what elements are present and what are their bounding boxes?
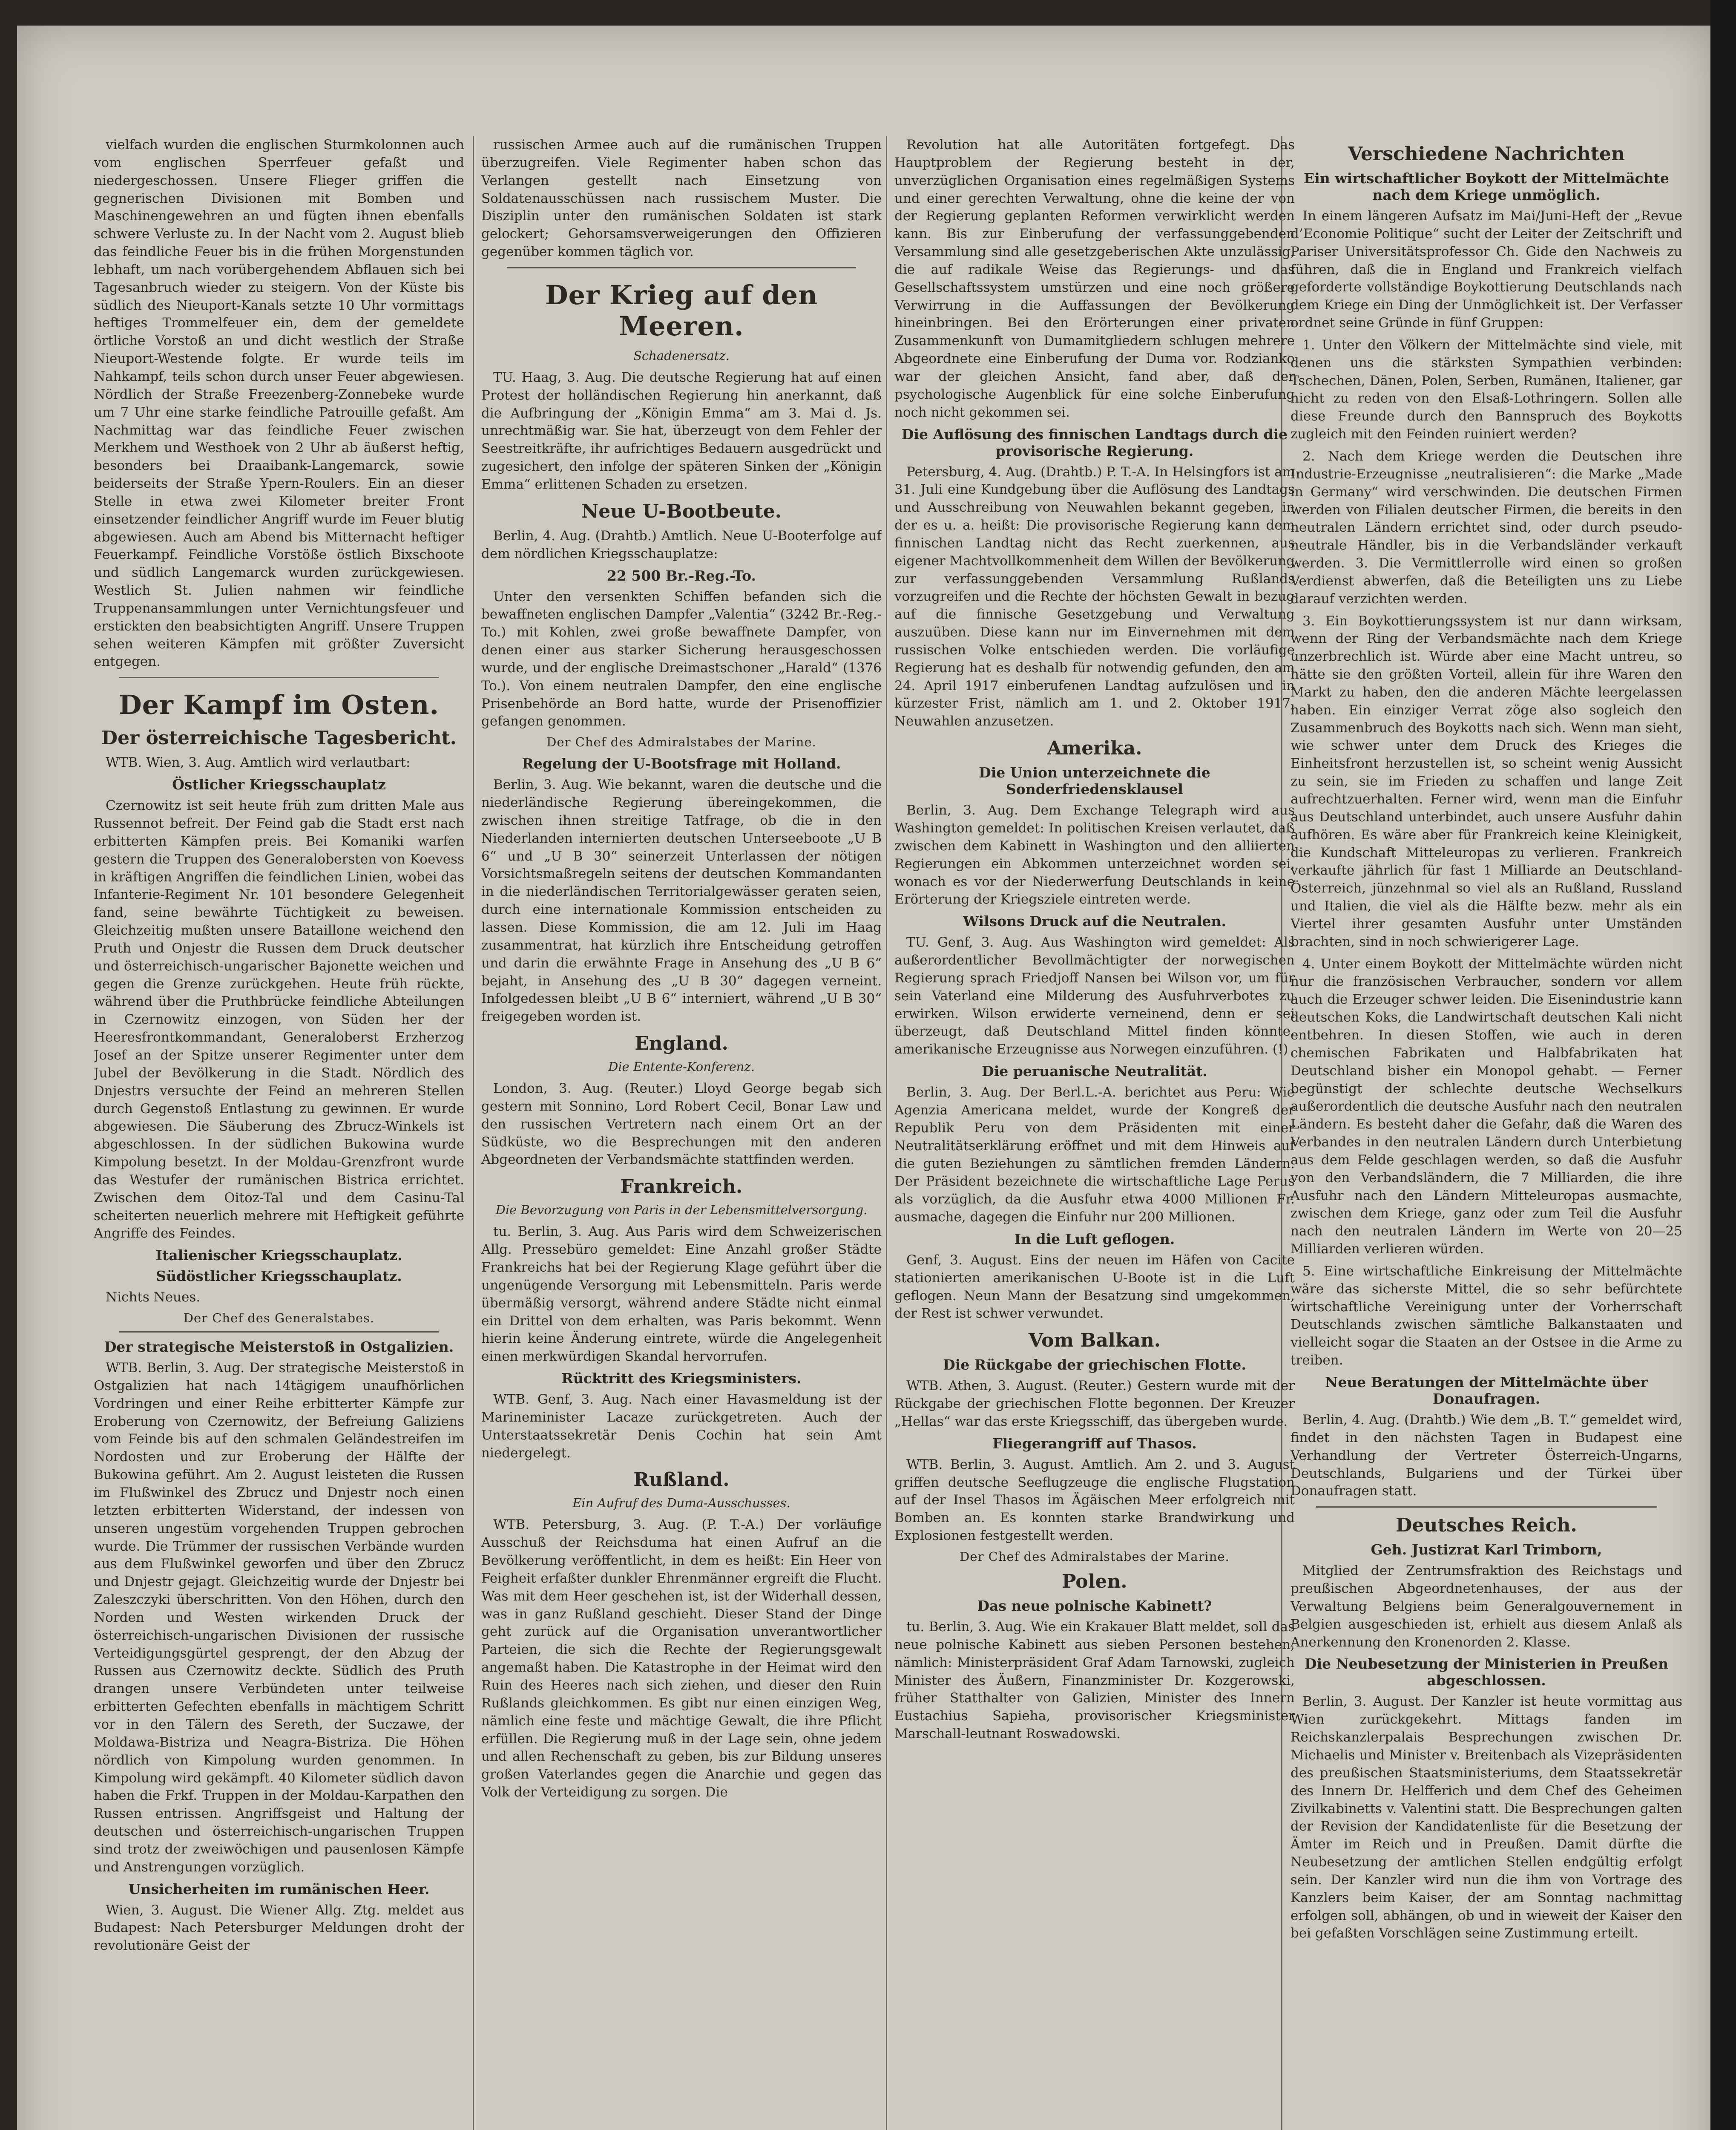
separator <box>119 677 439 678</box>
section-heading-reich: Deutsches Reich. <box>1396 1514 1577 1537</box>
article-text: Genf, 3. August. Eins der neuen im Häfen von Cacite stationierten amerikanischen U-Boote ist in die Luft geflogen. Neun Mann der Besatzung sind umgekommen, der Rest ist schwer verwundet. <box>894 1252 1295 1321</box>
sub-heading: Rücktritt des Kriegsministers. <box>561 1370 802 1387</box>
article-text: TU. Haag, 3. Aug. Die deutsche Regierung hat auf einen Protest der holländischen Regierung hin anerkannt, daß die Aufbringung der „Königin Emma“ am 3. Mai d. Js. unrechtmäßig war. Sie hat, überzeugt von dem Fehler der Seestreitkräfte, ihr aufrichtiges Bedauern ausgedrückt und zugesichert, den infolge der späteren Sinken der „Königin Emma“ erlittenen Schaden zu ersetzen. <box>481 369 882 492</box>
separator <box>119 1331 439 1333</box>
sub-heading: Östlicher Kriegsschauplatz <box>172 776 386 793</box>
section-heading-balkan: Vom Balkan. <box>1028 1330 1161 1352</box>
article-text: Berlin, 3. Aug. Dem Exchange Telegraph wird aus Washington gemeldet: In politischen Kreisen verlautet, daß zwischen dem Kabinett in Washington und den alliierten Regierungen ein Abkommen unterzeichnet worden sei, wonach es vor der Niederwerfung Deutschlands in keine Erörterung der Kriegsziele eintreten werde. <box>894 803 1295 907</box>
sub-heading: Geh. Justizrat Karl Trimborn, <box>1371 1541 1602 1558</box>
sub-heading: Unsicherheiten im rumänischen Heer. <box>128 1880 430 1897</box>
article-text: London, 3. Aug. (Reuter.) Lloyd George begab sich gestern mit Sonnino, Lord Robert Cecil, Bonar Law und den russischen Vertretern nach einem Ort an der Südküste, wo die Besprechungen mit den anderen Abgeordneten der Verbandsmächte stattfinden werden. <box>481 1081 882 1168</box>
column-2 <box>481 136 882 2130</box>
scan-edge <box>1710 0 1736 2130</box>
sub-heading: Die Rückgabe der griechischen Flotte. <box>943 1356 1246 1373</box>
sub-heading: Die peruanische Neutralität. <box>982 1063 1207 1080</box>
section-heading-amerika: Amerika. <box>1047 737 1142 760</box>
article-text: TU. Genf, 3. Aug. Aus Washington wird gemeldet: Als außerordentlicher Bevollmächtigter der norwegischen Regierung sprach Friedjoff Nansen bei Wilson vor, um für sein Vaterland eine Milderung des Ausfuhrverbotes zu erwirken. Wilson erwiderte verneinend, denn er sei überzeugt, daß Deutschland Mittel finden könnte, amerikanische Erzeugnisse aus Norwegen einzuführen. (!) <box>894 935 1295 1057</box>
article-text: Revolution hat alle Autoritäten fortgefegt. Das Hauptproblem der Regierung besteht in der, unverzüglichen Organisation eines regelmäßigen Systems und einer gerechten Verwaltung, ohne die keine der von der Regierung geplanten Reformen verwirklicht werden kann. Bis zur Einberufung der verfassunggebenden Versammlung sind alle gesetzgeberischen Akte unzulässig, die auf radikale Weise das Regierungs- und das Gesellschaftssystem umstürzen und eine noch größere Verwirrung in die Auffassungen der Bevölkerung hineinbringen. Bei den Erörterungen einer privaten Zusammenkunft von Dumamitgliedern schlugen mehrere Abgeordnete eine Einberufung der Duma vor. Rodzianko war der gleichen Ansicht, fand aber, daß der psychologische Augenblick für eine solche Einberufung noch nicht gekommen sei. <box>894 137 1295 420</box>
article-text: WTB. Athen, 3. August. (Reuter.) Gestern wurde mit der Rückgabe der griechischen Flotte begonnen. Der Kreuzer „Hellas“ war das erste Kriegsschiff, das übergeben wurde. <box>894 1378 1295 1429</box>
article-text: Unter den versenkten Schiffen befanden sich die bewaffneten englischen Dampfer „Valentia“ (3242 Br.-Reg.-To.) mit Kohlen, zwei große bewaffnete Dampfer, von denen einer aus starker Sicherung herausgeschossen wurde, und der englische Dreimastschoner „Harald“ (1376 To.). Von einem neutralen Dampfer, den eine englische Prisenbehörde an Bord hatte, wurde der Prisenoffizier gefangen genommen. <box>481 589 882 729</box>
newspaper-page <box>17 26 1712 2130</box>
article-heading: Neue U-Bootbeute. <box>581 500 782 522</box>
article-text: Czernowitz ist seit heute früh zum dritten Male aus Russennot befreit. Der Feind gab die Stadt erst nach erbitterten Kämpfen preis. Bei Komaniki warfen gestern die Truppen des Generalobersten von Koevess in kräftigen Angriffen die feindlichen Linien, wobei das Infanterie-Regiment Nr. 101 besondere Gelegenheit fand, seine bewährte Tüchtigkeit zu beweisen. Gleichzeitig mußten unsere Bataillone weichend den Pruth und Onjestr die Russen dem Druck deutscher und österreichisch-ungarischer Bajonette weichen und gegen die Grenze zurückgehen. Heute früh rückte, während über die Pruthbrücke feindliche Abteilungen in Czernowitz einzogen, von Süden her der Heeresfrontkommandant, Generaloberst Erzherzog Josef an der Spitze unserer Regimenter unter dem Jubel der Bevölkerung in die Stadt. Nördlich des Dnjestrs versuchte der Feind an mehreren Stellen durch Gegenstoß Entlastung zu gewinnen. Er wurde abgewiesen. Die Säuberung des Zbrucz-Winkels ist abgeschlossen. In der südlichen Bukowina wurde Kimpolung besetzt. In der Moldau-Grenzfront wurde das Westufer der rumänischen Bistrica errichtet. Zwischen dem Oitoz-Tal und dem Casinu-Tal scheiterten neuerlich mehrere mit Heftigkeit geführte Angriffe des Feindes. <box>94 798 464 1241</box>
section-heading-polen: Polen. <box>1062 1571 1127 1592</box>
sub-heading: Ein wirtschaftlicher Boykott der Mittelmächte nach dem Kriege unmöglich. <box>1304 170 1669 203</box>
article-text: tu. Berlin, 3. Aug. Aus Paris wird dem Schweizerischen Allg. Pressebüro gemeldet: Eine Anzahl großer Städte Frankreichs hat bei der Regierung Klage geführt über die ungenügende Versorgung mit Lebensmitteln. Paris werde übermäßig versorgt, während andere Städte nicht einmal ein Drittel von dem erhalten, was Paris bekommt. Wenn hierin keine Änderung eintrete, würde die Angelegenheit einen merkwürdigen Skandal hervorrufen. <box>481 1224 882 1364</box>
article-text: Petersburg, 4. Aug. (Drahtb.) P. T.-A. In Helsingfors ist am 31. Juli eine Kundgebung über die Auflösung des Landtags und Ausschreibung von Neuwahlen bekannt gegeben, in der es u. a. heißt: Die provisorische Regierung kann dem finnischen Landtag nicht das Recht zuerkennen, aus eigener Machtvollkommenheit dem Willen der Bevölkerung zur verfassunggebenden Versammlung Rußlands vorzugreifen und die Rechte der höchsten Gewalt in bezug auf die finnische Gesetzgebung und Verwaltung auszuüben. Diese kann nur im Einvernehmen mit dem russischen Volke entschieden werden. Die vorläufige Regierung hat es deshalb für notwendig gefunden, den am 24. April 1917 einberufenen Landtag aufzulösen und in kürzester Frist, nämlich am 1. und 2. Oktober 1917, Neuwahlen anzusetzen. <box>894 464 1295 729</box>
sub-heading: Regelung der U-Bootsfrage mit Holland. <box>522 755 841 772</box>
signature-line: Der Chef des Admiralstabes der Marine. <box>960 1549 1230 1564</box>
column-rule <box>886 136 887 2130</box>
article-text: WTB. Genf, 3. Aug. Nach einer Havasmeldung ist der Marineminister Lacaze zurückgetreten. Auch der Unterstaatssekretär Denis Cochin hat sein Amt niedergelegt. <box>481 1392 882 1461</box>
article-text: Berlin, 3. Aug. Wie bekannt, waren die deutsche und die niederländische Regierung übereingekommen, die zwischen ihnen streitige Tatfrage, ob die in den Niederlanden internierten deutschen Unterseeboote „U B 6“ und „U B 30“ seinerzeit Unterlassen der nötigen Vorsichtsmaßregeln seitens der deutschen Kommandanten in die niederländischen Territorialgewässer geraten seien, durch eine internationale Kommission entscheiden zu lassen. Diese Kommission, die am 12. Juli im Haag zusammentrat, hat kürzlich ihre Entscheidung getroffen und darin die erwähnte Frage in Ansehung des „U B 6“ bejaht, in Ansehung des „U B 30“ dagegen verneint. Infolgedessen bleibt „U B 6“ interniert, während „U B 30“ freigegeben worden ist. <box>481 777 882 1025</box>
sub-heading: Südöstlicher Kriegsschauplatz. <box>156 1268 402 1285</box>
article-text: Berlin, 4. Aug. (Drahtb.) Wie dem „B. T.“ gemeldet wird, findet in den nächsten Tagen in Budapest eine Verhandlung der Vertreter Österreich-Ungarns, Deutschlands, Bulgariens und der Türkei über Donaufragen statt. <box>1291 1412 1682 1499</box>
article-heading: Der österreichische Tagesbericht. <box>101 727 457 749</box>
article-text: Berlin, 3. August. Der Kanzler ist heute vormittag aus Wien zurückgekehrt. Mittags fanden im Reichskanzlerpalais Besprechungen zwischen Dr. Michaelis und Minister v. Breitenbach als Vizepräsidenten des preußischen Staatsministeriums, dem Staatssekretär des Innern Dr. Helfferich und dem Chef des Geheimen Zivilkabinetts v. Valentini statt. Die Besprechungen galten der Revision der Kandidatenliste für die Besetzung der Ämter im Reich und in Preußen. Damit dürfte die Neubesetzung der amtlichen Stellen endgültig erfolgt sein. Der Kanzler wird nun die ihm von Vortrage des Kanzlers beim Kaiser, der am Sonntag nachmittag erfolgen soll, abhängen, ob und in wieweit der Kaiser den bei gefaßten Vorschlägen seine Zustimmung erteilt. <box>1291 1694 1682 1941</box>
article-text: Berlin, 3. Aug. Der Berl.L.-A. berichtet aus Peru: Wie Agenzia Americana meldet, wurde der Kongreß der Republik Peru von dem Präsidenten mit einer Neutralitätserklärung eröffnet und mit dem Hinweis auf die guten Beziehungen zu sämtlichen fremden Ländern. Der Präsident bezeichnete die wirtschaftliche Lage Perus als vorzüglich, da die Ausfuhr etwa 4000 Millionen Fr. ausmache, dagegen die Einfuhr nur 200 Millionen. <box>894 1085 1295 1225</box>
sub-heading: Die Entente-Konferenz. <box>608 1059 755 1074</box>
separator <box>1316 1506 1657 1508</box>
section-heading-verschiedenes: Verschiedene Nachrichten <box>1348 143 1625 165</box>
sub-heading: Fliegerangriff auf Thasos. <box>992 1435 1197 1452</box>
section-heading-russland: Rußland. <box>633 1469 730 1491</box>
article-text: WTB. Berlin, 3. August. Amtlich. Am 2. und 3. August griffen deutsche Seeflugzeuge die englische Flugstation auf der Insel Thasos im Ägäischen Meer erfolgreich mit Bomben an. Es konnten starke Brandwirkung und Explosionen festgestellt werden. <box>894 1456 1295 1544</box>
section-heading-frankreich: Frankreich. <box>620 1176 743 1198</box>
sub-heading: Italienischer Kriegsschauplatz. <box>155 1247 402 1264</box>
article-text: Wien, 3. August. Die Wiener Allg. Ztg. meldet aus Budapest: Nach Petersburger Meldungen droht der revolutionäre Geist der <box>94 1902 464 1954</box>
sub-heading: In die Luft geflogen. <box>1014 1230 1175 1247</box>
tonnage-figure: 22 500 Br.-Reg.-To. <box>606 567 756 584</box>
article-text: 5. Eine wirtschaftliche Einkreisung der Mittelmächte wäre das sicherste Mittel, die so sehr befürchtete wirtschaftliche Vereinigung unter der Vorherrschaft Deutschlands zwischen sämtliche Balkanstaaten und vielleicht sogar die Staaten an der Ostsee in die Arme zu treiben. <box>1291 1263 1682 1368</box>
article-text: Mitglied der Zentrumsfraktion des Reichstags und preußischen Abgeordnetenhauses, der aus der Verwaltung Belgiens beim Generalgouvernement in Belgien ausgeschieden ist, erhielt aus diesem Anlaß als Anerkennung den Kronenorden 2. Klasse. <box>1291 1563 1682 1650</box>
sub-heading: Der strategische Meisterstoß in Ostgalizien. <box>104 1338 454 1356</box>
article-text: 1. Unter den Völkern der Mittelmächte sind viele, mit denen uns die stärksten Sympathien verbinden: Tschechen, Dänen, Polen, Serben, Rumänen, Italiener, gar nicht zu reden von den Elsaß-Lothringern. Sollen alle diese Freunde durch den Bannspruch des Boykotts zugleich mit den Feinden ruiniert werden? <box>1291 337 1682 442</box>
article-text: 3. Ein Boykottierungssystem ist nur dann wirksam, wenn der Ring der Verbandsmächte nach dem Kriege unzerbrechlich ist. Würde aber eine Macht untreu, so hätte sie den größten Vorteil, allein für ihre Waren den Markt zu haben, den die anderen Mächte leergelassen haben. Ein einziger Verrat zöge also sogleich den Zusammenbruch des Boykotts nach sich. Wenn man sieht, wie schwer unter dem Druck des Krieges die Einheitsfront herzustellen ist, so scheint wenig Aussicht zu sein, sie im Frieden zu schaffen und lange Zeit aufrechtzuerhalten. Ferner wird, wenn man die Einfuhr aus Deutschland unterbindet, auch unsere Ausfuhr dahin aufhören. Es wäre aber für Frankreich keine Kleinigkeit, die Kundschaft Mitteleuropas zu verlieren. Frankreich verkaufte jährlich für fast 1 Milliarde an Deutschland-Österreich, jünzehnmal so viel als an Rußland, Russland und Italien, die viel als die Hälfte bezw. mehr als ein Viertel ihrer gesamten Ausfuhr unter Umständen brachten, sind in noch schwierigerer Lage. <box>1291 613 1682 950</box>
sub-heading: Neue Beratungen der Mittelmächte über Donaufragen. <box>1325 1374 1648 1407</box>
signature-line: Der Chef des Generalstabes. <box>183 1311 375 1326</box>
column-3 <box>894 136 1295 2130</box>
column-4 <box>1291 136 1682 2130</box>
sub-heading: Die Bevorzugung von Paris in der Lebensmittelversorgung. <box>495 1203 868 1218</box>
sub-heading: Wilsons Druck auf die Neutralen. <box>963 913 1226 930</box>
section-heading-osten: Der Kampf im Osten. <box>118 689 440 721</box>
column-rule <box>473 136 474 2130</box>
article-text: 2. Nach dem Kriege werden die Deutschen ihre Industrie-Erzeugnisse „neutralisieren“: die Marke „Made in Germany“ wird verschwinden. Die deutschen Firmen werden von Filialen deutscher Firmen, die bereits in den neutralen Ländern errichtet sind, oder durch pseudo-neutrale Händler, bis in die Verbandsländer verkauft werden. 3. Die Vermittlerrolle wird einen so großen Verdienst abwerfen, daß die Beteiligten uns zu Liebe darauf verzichten werden. <box>1291 448 1682 607</box>
sub-heading: Schadenersatz. <box>633 348 730 363</box>
article-text: WTB. Berlin, 3. Aug. Der strategische Meisterstoß in Ostgalizien hat nach 14tägigem unaufhörlichen Vordringen und einer Reihe erbitterter Kämpfe zur Eroberung von Czernowitz, der Befreiung Galiziens vom Feinde bis auf den schmalen Geländestreifen im Nordosten und zur Eroberung der Hälfte der Bukowina geführt. Am 2. August leisteten die Russen im Flußwinkel des Zbrucz und Dnjestr noch einen letzten erbitterten Widerstand, der indessen von unseren ungestüm vorgehenden Truppen gebrochen wurde. Die Trümmer der russischen Verbände wurden aus dem Flußwinkel geworfen und über den Zbrucz und Dnjestr gejagt. Gleichzeitig wurde der Dnjestr bei Zaleszczyki überschritten. Von den Höhen, durch den Norden und Westen wirkenden Druck der österreichisch-ungarischen Divisionen der russische Verteidigungsgürtel gesprengt, der den Abzug der Russen aus Czernowitz deckte. Südlich des Pruth drangen unsere Verbündeten unter teilweise erbitterten Gefechten ebenfalls in mächtigem Schritt vor in den Tälern des Sereth, der Suczawe, der Moldawa-Bistriza und Neagra-Bistriza. Die Höhen nördlich von Kimpolung wurden genommen. In Kimpolung wird gekämpft. 40 Kilometer südlich davon haben die Frkf. Truppen in der Moldau-Karpathen den Russen entrissen. Angriffsgeist und Haltung der deutschen und österreichisch-ungarischen Truppen sind trotz der zweiwöchigen und pausenlosen Kämpfe und Anstrengungen vorzüglich. <box>94 1360 464 1875</box>
separator <box>507 267 856 268</box>
sub-heading: Die Auflösung des finnischen Landtags durch die provisorische Regierung. <box>901 426 1288 459</box>
sub-heading: Die Neubesetzung der Ministerien in Preußen abgeschlossen. <box>1305 1655 1668 1689</box>
section-heading-england: England. <box>635 1033 728 1055</box>
sub-heading: Die Union unterzeichnete die Sonderfriedensklausel <box>979 764 1210 798</box>
article-text: russischen Armee auch auf die rumänischen Truppen überzugreifen. Viele Regimenter haben schon das Verlangen gestellt nach Einsetzung von Soldatenausschüssen nach russischem Muster. Die Disziplin unter den rumänischen Soldaten ist stark gelockert; Gehorsamsverweigerungen den Offizieren gegenüber kommen täglich vor. <box>481 137 882 260</box>
sub-heading: Das neue polnische Kabinett? <box>977 1598 1212 1614</box>
article-text: WTB. Wien, 3. Aug. Amtlich wird verlautbart: <box>106 755 411 771</box>
sub-heading: Ein Aufruf des Duma-Ausschusses. <box>572 1496 790 1511</box>
article-text: 4. Unter einem Boykott der Mittelmächte würden nicht nur die französischen Verbraucher, sondern vor allem auch die Erzeuger schwer leiden. Die Eisenindustrie kann deutschen Koks, die Landwirtschaft deutschen Kali nicht entbehren. In diesen Stoffen, wie auch in deren chemischen Fabrikaten und Halbfabrikaten hat Deutschland bisher ein Monopol gehabt. — Ferner begünstigt der schlechte deutsche Wechselkurs außerordentlich die deutsche Ausfuhr nach den neutralen Ländern. Es besteht daher die Gefahr, daß die Waren des Verbandes in den neutralen Ländern durch Unterbietung aus dem Felde geschlagen werden, so daß die Ausfuhr von den Verbandsländern, die 7 Milliarden, die ihre Ausfuhr nach den Ländern Mitteleuropas ausmachte, zwischen dem Kriege, ganz oder zum Teil die Ausfuhr nach den neutralen Ländern im Werte von 20—25 Milliarden verlieren würden. <box>1291 956 1682 1257</box>
signature-line: Der Chef des Admiralstabes der Marine. <box>546 735 816 750</box>
article-text: Nichts Neues. <box>106 1290 201 1305</box>
column-1 <box>94 136 464 2130</box>
article-text: In einem längeren Aufsatz im Mai/Juni-Heft der „Revue d’Economie Politique“ sucht der Leiter der Zeitschrift und Pariser Universitätsprofessor Ch. Gide den Nachweis zu führen, daß die in England und Frankreich vielfach geforderte vollständige Boykottierung Deutschlands nach dem Kriege ein Ding der Unmöglichkeit ist. Der Verfasser ordnet seine Gründe in fünf Gruppen: <box>1291 208 1682 331</box>
article-text: tu. Berlin, 3. Aug. Wie ein Krakauer Blatt meldet, soll das neue polnische Kabinett aus sieben Personen bestehen, nämlich: Ministerpräsident Graf Adam Tarnowski, zugleich Minister des Äußern, Finanzminister Dr. Kozgerowski, früher Statthalter von Galizien, Minister des Innern Eustachius Sapieha, provisorischer Kriegsminister Marschall-leutnant Roswadowski. <box>894 1619 1295 1742</box>
article-text: vielfach wurden die englischen Sturmkolonnen auch vom englischen Sperrfeuer gefaßt und niedergeschossen. Unsere Flieger griffen die gegnerischen Divisionen mit Bomben und Maschinengewehren an und fügten ihnen ebenfalls schwere Verluste zu. In der Nacht vom 2. August blieb das feindliche Feuer bis in die frühen Morgenstunden lebhaft, um nach vorübergehendem Abflauen sich bei Tagesanbruch wieder zu steigern. Von der Küste bis südlich des Nieuport-Kanals setzte 10 Uhr vormittags heftiges Trommelfeuer ein, dem der gemeldete örtliche Vorstoß an und dicht westlich der Straße Nieuport-Westende folgte. Er wurde teils im Nahkampf, teils schon durch unser Feuer abgewiesen. Nördlich der Straße Freezenberg-Zonnebeke wurde um 7 Uhr eine starke feindliche Patrouille gefaßt. Am Nachmittag war das feindliche Feuer zwischen Merkhem und Westhoek von 2 Uhr ab äußerst heftig, besonders bei Draaibank-Langemarck, sowie beiderseits der Straße Ypern-Roulers. Ein an dieser Stelle in etwa zwei Kilometer breiter Front einsetzender feindlicher Angriff wurde im Feuer blutig abgewiesen. Auch am Abend bis Mitternacht heftiger Feuerkampf. Feindliche Vorstöße östlich Bixschoote und südlich Langemarck wurden zurückgewiesen. Westlich St. Julien nahmen wir feindliche Truppenansammlungen unter Vernichtungsfeuer und erstickten den beabsichtigten Angriff. Unsere Truppen sehen weiteren Kämpfen mit größter Zuversicht entgegen. <box>94 137 464 670</box>
article-text: WTB. Petersburg, 3. Aug. (P. T.-A.) Der vorläufige Ausschuß der Reichsduma hat einen Aufruf an die Bevölkerung veröffentlicht, in dem es heißt: Ein Heer von Feigheit erfaßter dunkler Ehrenmänner ergreift die Flucht. Was mit dem Heer geschehen ist, ist der Widerhall dessen, was in ganz Rußland geschieht. Dieser Stand der Dinge geht zurück auf die Organisation unverantwortlicher Parteien, die sich die Rechte der Regierungsgewalt angemaßt haben. Die Katastrophe in der Heimat wird den Ruin des Heeres nach sich ziehen, und dieser den Ruin Rußlands gleichkommen. Es gibt nur einen einzigen Weg, nämlich eine feste und mächtige Gewalt, die ihre Pflicht erfüllen. Die Regierung muß in der Lage sein, ohne jedem und allen Rechenschaft zu geben, bis zur Bildung unseres großen Vaterlandes gegen die Anarchie und gegen das Volk der Verteidigung zu sorgen. Die <box>481 1517 882 1800</box>
article-text: Berlin, 4. Aug. (Drahtb.) Amtlich. Neue U-Booterfolge auf dem nördlichen Kriegsschauplatze: <box>481 528 882 561</box>
section-heading-meeren: Der Krieg auf den Meeren. <box>545 279 818 342</box>
